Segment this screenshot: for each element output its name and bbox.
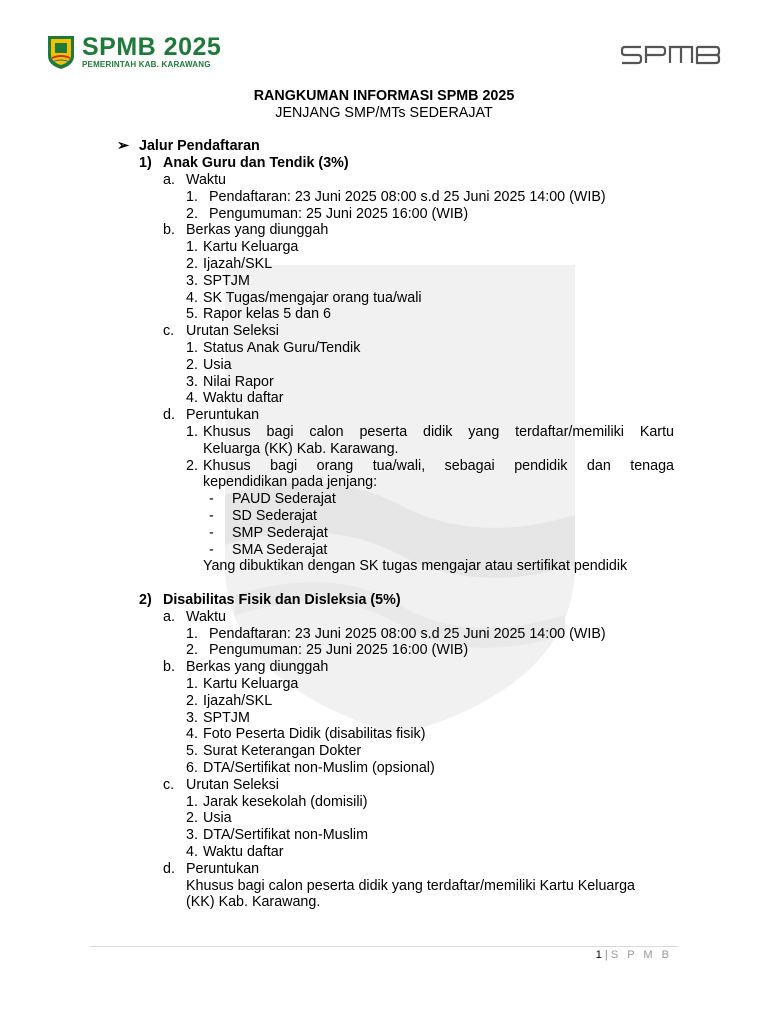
- list-item: Waktu daftar: [203, 844, 284, 860]
- list-item: Rapor kelas 5 dan 6: [203, 306, 331, 322]
- list-item: Nilai Rapor: [203, 374, 274, 390]
- list-number: 1.: [186, 626, 198, 642]
- document-title: RANGKUMAN INFORMASI SPMB 2025: [253, 88, 515, 104]
- list-number: 4.: [186, 390, 198, 406]
- list-number: 2.: [186, 357, 198, 373]
- list-item: Jarak kesekolah (domisili): [203, 794, 368, 810]
- list-item: DTA/Sertifikat non-Muslim (opsional): [203, 760, 435, 776]
- list-number: 1.: [186, 189, 198, 205]
- list-item: Status Anak Guru/Tendik: [203, 340, 361, 356]
- list-number: 4.: [186, 290, 198, 306]
- list-item: Waktu daftar: [203, 390, 284, 406]
- list-item: SPTJM: [203, 710, 250, 726]
- footer-label: S P M B: [610, 949, 672, 961]
- s2-number: 2): [139, 592, 152, 608]
- s1-d-label: d.: [163, 407, 175, 423]
- list-number: 4.: [186, 844, 198, 860]
- proof-note: Yang dibuktikan dengan SK tugas mengajar atau sertifikat pendidik: [203, 558, 628, 574]
- level-item: PAUD Sederajat: [232, 491, 336, 507]
- list-item: DTA/Sertifikat non-Muslim: [203, 827, 368, 843]
- s2-title: Disabilitas Fisik dan Disleksia (5%): [163, 592, 401, 608]
- s1-a-title: Waktu: [186, 172, 226, 188]
- list-item: Pengumuman: 25 Juni 2025 16:00 (WIB): [209, 206, 469, 222]
- list-number: 2.: [186, 693, 198, 709]
- level-item: SD Sederajat: [232, 508, 318, 524]
- s1-title: Anak Guru dan Tendik (3%): [163, 155, 349, 171]
- dash-bullet: -: [209, 491, 214, 507]
- section-header: Jalur Pendaftaran: [139, 138, 260, 154]
- page-header: [0, 0, 768, 80]
- list-item: Usia: [203, 357, 232, 373]
- section-marker: ➢: [117, 138, 129, 154]
- list-number: 3.: [186, 374, 198, 390]
- list-number: 2.: [186, 256, 198, 272]
- list-number: 3.: [186, 273, 198, 289]
- page-number: 1: [595, 949, 602, 961]
- s1-a-label: a.: [163, 172, 175, 188]
- list-item: Surat Keterangan Dokter: [203, 743, 362, 759]
- page-footer: [596, 948, 672, 962]
- list-number: 5.: [186, 306, 198, 322]
- spmb-wordmark-logo: [620, 44, 722, 66]
- list-number: 2.: [186, 642, 198, 658]
- list-number: 2.: [186, 810, 198, 826]
- s2-d-text: Khusus bagi calon peserta didik yang terdaftar/memiliki Kartu Keluarga: [186, 878, 636, 894]
- s2-b-title: Berkas yang diunggah: [186, 659, 329, 675]
- list-number: 1.: [186, 424, 198, 440]
- s2-c-title: Urutan Seleksi: [186, 777, 279, 793]
- s1-c-title: Urutan Seleksi: [186, 323, 279, 339]
- logo-subtitle: PEMERINTAH KAB. KARAWANG: [82, 59, 211, 69]
- document-subtitle: JENJANG SMP/MTs SEDERAJAT: [275, 105, 493, 121]
- list-item: Pendaftaran: 23 Juni 2025 08:00 s.d 25 Juni 2025 14:00 (WIB): [209, 626, 606, 642]
- s2-d-label: d.: [163, 861, 175, 877]
- list-item: Pendaftaran: 23 Juni 2025 08:00 s.d 25 Juni 2025 14:00 (WIB): [209, 189, 606, 205]
- level-item: SMP Sederajat: [232, 525, 328, 541]
- list-item: Khusus bagi orang tua/wali, sebagai pendidik dan tenaga: [203, 458, 674, 474]
- footer-separator: |: [604, 949, 608, 961]
- s1-number: 1): [139, 155, 152, 171]
- list-number: 6.: [186, 760, 198, 776]
- list-item: Ijazah/SKL: [203, 256, 273, 272]
- list-item-continuation: kependidikan pada jenjang:: [203, 474, 378, 490]
- list-number: 2.: [186, 206, 198, 222]
- dash-bullet: -: [209, 542, 214, 558]
- list-number: 2.: [186, 458, 198, 474]
- list-item: SPTJM: [203, 273, 250, 289]
- s2-d-text-continuation: (KK) Kab. Karawang.: [186, 894, 321, 910]
- list-item: Kartu Keluarga: [203, 676, 299, 692]
- list-item: Pengumuman: 25 Juni 2025 16:00 (WIB): [209, 642, 469, 658]
- logo-title: SPMB 2025: [82, 32, 222, 61]
- s2-b-label: b.: [163, 659, 175, 675]
- list-number: 5.: [186, 743, 198, 759]
- list-number: 1.: [186, 794, 198, 810]
- s2-a-title: Waktu: [186, 609, 226, 625]
- list-number: 1.: [186, 676, 198, 692]
- spmb-karawang-logo: [46, 34, 221, 70]
- list-item: Usia: [203, 810, 232, 826]
- list-item: Ijazah/SKL: [203, 693, 273, 709]
- list-item: SK Tugas/mengajar orang tua/wali: [203, 290, 422, 306]
- dash-bullet: -: [209, 525, 214, 541]
- s2-c-label: c.: [163, 777, 175, 793]
- s2-a-label: a.: [163, 609, 175, 625]
- list-item: Khusus bagi calon peserta didik yang terdaftar/memiliki Kartu: [203, 424, 674, 440]
- list-item: Kartu Keluarga: [203, 239, 299, 255]
- s2-d-title: Peruntukan: [186, 861, 260, 877]
- s1-b-label: b.: [163, 222, 175, 238]
- list-number: 3.: [186, 827, 198, 843]
- karawang-emblem-icon: [46, 34, 76, 70]
- list-number: 1.: [186, 239, 198, 255]
- level-item: SMA Sederajat: [232, 542, 328, 558]
- list-item: Foto Peserta Didik (disabilitas fisik): [203, 726, 426, 742]
- list-number: 3.: [186, 710, 198, 726]
- list-item-continuation: Keluarga (KK) Kab. Karawang.: [203, 441, 399, 457]
- dash-bullet: -: [209, 508, 214, 524]
- footer-divider: [90, 946, 678, 947]
- list-number: 1.: [186, 340, 198, 356]
- s1-c-label: c.: [163, 323, 175, 339]
- list-number: 4.: [186, 726, 198, 742]
- s1-b-title: Berkas yang diunggah: [186, 222, 329, 238]
- s1-d-title: Peruntukan: [186, 407, 260, 423]
